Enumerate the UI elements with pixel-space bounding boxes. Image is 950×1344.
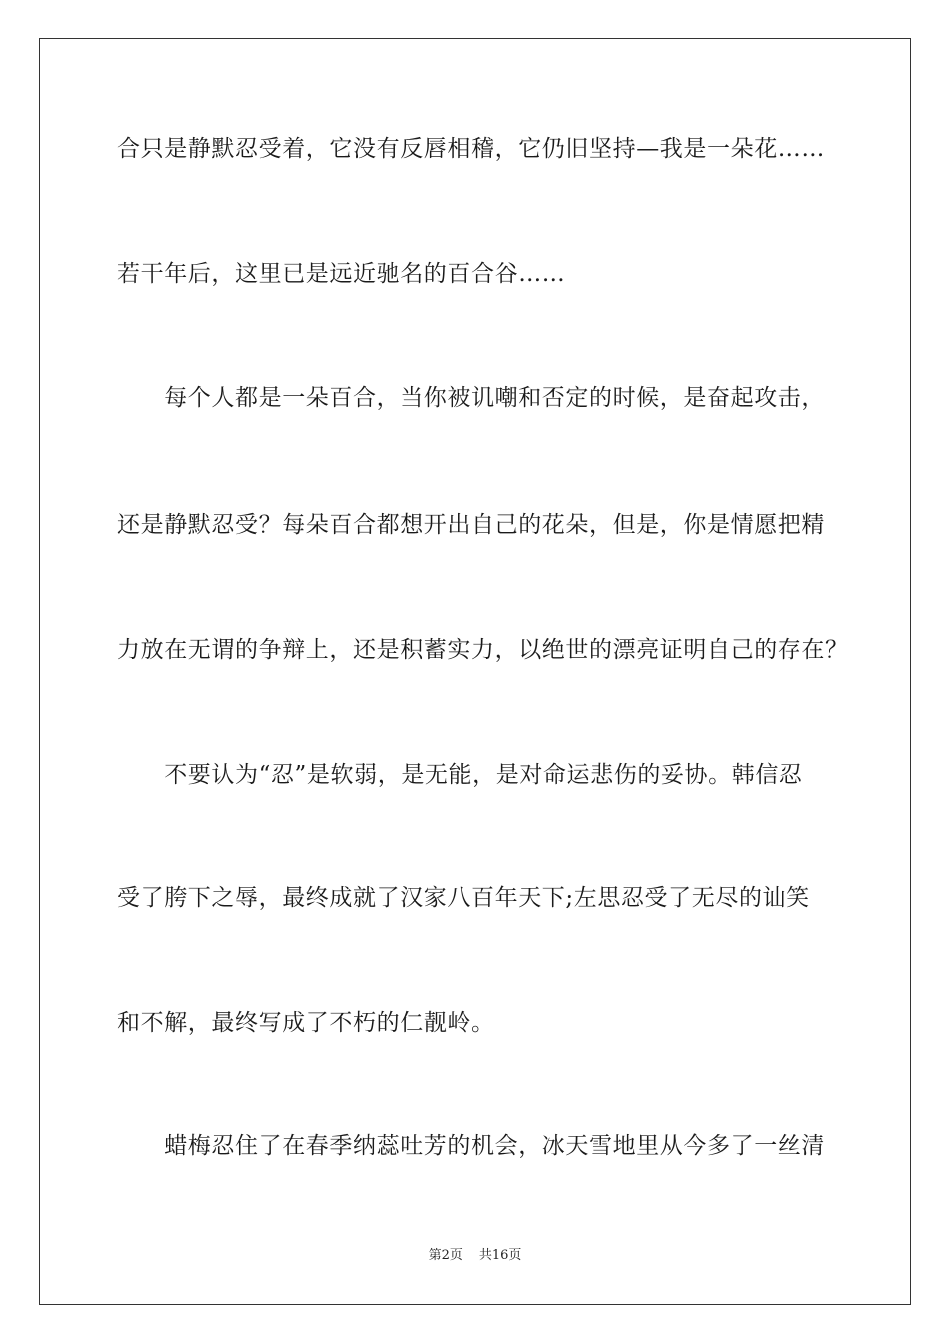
- total-pages: 共16页: [478, 1248, 522, 1263]
- page-footer: [0, 1247, 950, 1265]
- text-line-5: 力放在无谓的争辩上，还是积蓄实力，以绝世的漂亮证明自己的存在？: [117, 637, 849, 663]
- text-line-9: 蜡梅忍住了在春季纳蕊吐芳的机会，冰天雪地里从今多了一丝清: [117, 1133, 825, 1159]
- page-border: [39, 38, 911, 1305]
- text-line-6: 不要认为“忍”是软弱，是无能，是对命运悲伤的妥协。韩信忍: [117, 762, 803, 788]
- text-line-4: 还是静默忍受？每朵百合都想开出自己的花朵，但是，你是情愿把精: [117, 512, 825, 538]
- text-line-2: 若干年后，这里已是远近驰名的百合谷……: [117, 261, 566, 287]
- text-line-7: 受了胯下之辱，最终成就了汉家八百年天下;左思忍受了无尽的讪笑: [117, 885, 810, 911]
- text-line-3: 每个人都是一朵百合，当你被讥嘲和否定的时候，是奋起攻击，: [117, 385, 825, 411]
- text-line-8: 和不解，最终写成了不朽的仁靓岭。: [117, 1010, 495, 1036]
- page-number: 第2页: [428, 1248, 463, 1263]
- text-line-1: 合只是静默忍受着，它没有反唇相稽，它仍旧坚持—我是一朵花……: [117, 136, 825, 162]
